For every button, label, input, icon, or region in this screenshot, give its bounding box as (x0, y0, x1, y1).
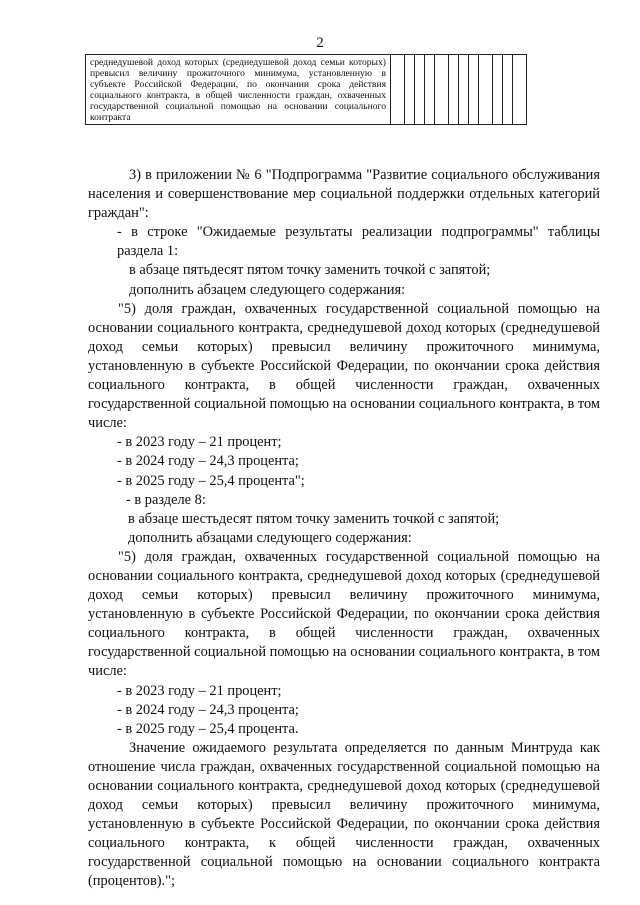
paragraph: дополнить абзацем следующего содержания: (129, 281, 406, 298)
table-cell-empty (503, 55, 513, 125)
list-item: - в 2023 году – 21 процент; (117, 682, 282, 699)
paragraph: в абзаце пятьдесят пятом точку заменить точкой с запятой; (129, 262, 491, 279)
list-item: - в разделе 8: (126, 491, 206, 508)
list-item: - в 2023 году – 21 процент; (117, 434, 282, 451)
table-cell-empty (405, 55, 415, 125)
table-cell-empty (479, 55, 493, 125)
paragraph: "5) доля граждан, охваченных государственной социальной помощью на основании социального контракта, среднедушевой доход которых (среднедушевой доход семьи которых) превысил величину прожиточного минимума, установленную в субъекте Российской Федерации, по окончании срока действия социального контракта, в общей численности граждан, охваченных государственной социальной помощью на основании социального контракта, в том числе: (88, 548, 600, 680)
paragraph: дополнить абзацами следующего содержания: (128, 529, 412, 546)
table-cell-empty (425, 55, 435, 125)
table-cell-empty (469, 55, 479, 125)
list-item: - в 2024 году – 24,3 процента; (117, 453, 299, 470)
indicator-table (85, 54, 527, 125)
paragraph: - в строке "Ожидаемые результаты реализации подпрограммы" таблицы раздела 1: (117, 224, 600, 260)
paragraph: Значение ожидаемого результата определяется по данным Минтруда как отношение числа граждан, охваченных государственной социальной помощью на основании социального контракта, среднедушевой доход которых (среднедушевой доход семьи которых) превысил величину прожиточного минимума, установленную в субъекте Российской Федерации, по окончании срока действия социального контракта, к общей численности граждан, охваченных государственной социальной помощью на основании социального контракта (процентов)."; (88, 739, 600, 890)
table-cell-empty (415, 55, 425, 125)
table-cell-empty (493, 55, 503, 125)
page-number: 2 (316, 35, 324, 51)
list-item: - в 2025 году – 25,4 процента"; (117, 472, 305, 489)
document-body (88, 166, 600, 892)
table-cell-empty (391, 55, 405, 125)
list-item: - в 2025 году – 25,4 процента. (117, 720, 299, 737)
table-cell-empty (459, 55, 469, 125)
list-item: - в 2024 году – 24,3 процента; (117, 701, 299, 718)
table-cell-empty (435, 55, 449, 125)
table-cell-empty (513, 55, 527, 125)
paragraph: 3) в приложении № 6 "Подпрограмма "Развитие социального обслуживания населения и совершенствование мер социальной поддержки отдельных категорий граждан": (88, 167, 600, 222)
table-cell-indicator: среднедушевой доход которых (среднедушевой доход семьи которых) превысил величину прожиточного минимума, установленную в субъекте Российской Федерации, по окончании срока действия социального контракта, в общей численности граждан, охваченных государственной социальной помощью на основании социального контракта (86, 55, 391, 125)
paragraph: в абзаце шестьдесят пятом точку заменить точкой с запятой; (128, 510, 500, 527)
paragraph: "5) доля граждан, охваченных государственной социальной помощью на основании социального контракта, среднедушевой доход которых (среднедушевой доход семьи которых) превысил величину прожиточного минимума, установленную в субъекте Российской Федерации, по окончании срока действия социального контракта, в общей численности граждан, охваченных государственной социальной помощью на основании социального контракта, в том числе: (88, 300, 600, 432)
table-row (86, 55, 527, 125)
table-cell-empty (449, 55, 459, 125)
